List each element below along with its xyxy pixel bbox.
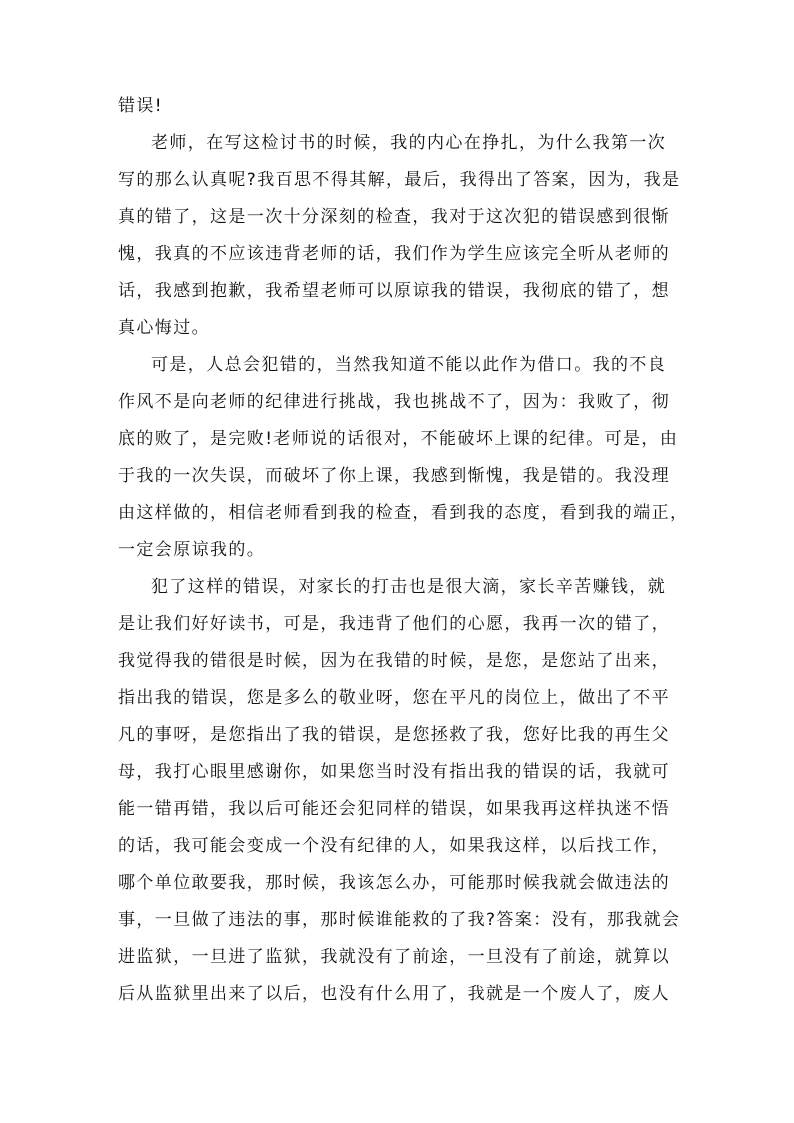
text-line: 哪个单位敢要我，那时候，我该怎么办，可能那时候我就会做违法的 (118, 873, 670, 893)
text-line: 指出我的错误，您是多么的敬业呀，您在平凡的岗位上，做出了不平 (118, 688, 670, 708)
text-line: 的话，我可能会变成一个没有纪律的人，如果我这样，以后找工作， (118, 836, 670, 856)
text-line: 一定会原谅我的。 (118, 540, 266, 560)
document-body (118, 88, 689, 1013)
text-line: 错误! (118, 96, 164, 116)
text-line: 后从监狱里出来了以后，也没有什么用了，我就是一个废人了，废人 (118, 984, 670, 1004)
paragraph-start-line: 犯了这样的错误，对家长的打击也是很大滴，家长辛苦赚钱，就 (151, 577, 667, 597)
text-line: 真的错了，这是一次十分深刻的检查，我对于这次犯的错误感到很惭 (118, 207, 670, 227)
text-line: 母，我打心眼里感谢你，如果您当时没有指出我的错误的话，我就可 (118, 762, 670, 782)
text-line: 能一错再错，我以后可能还会犯同样的错误，如果我再这样执迷不悟 (118, 799, 670, 819)
text-line: 话，我感到抱歉，我希望老师可以原谅我的错误，我彻底的错了，想 (118, 281, 670, 301)
text-line: 作风不是向老师的纪律进行挑战，我也挑战不了，因为：我败了，彻 (118, 392, 670, 412)
text-line: 凡的事呀，是您指出了我的错误，是您拯救了我，您好比我的再生父 (118, 725, 670, 745)
paragraph-start-line: 可是，人总会犯错的，当然我知道不能以此作为借口。我的不良 (151, 355, 667, 375)
text-line: 由这样做的，相信老师看到我的检查，看到我的态度，看到我的端正， (118, 503, 689, 523)
text-line: 愧，我真的不应该违背老师的话，我们作为学生应该完全听从老师的 (118, 244, 670, 264)
text-line: 我觉得我的错很是时候，因为在我错的时候，是您，是您站了出来， (118, 651, 670, 671)
text-line: 事，一旦做了违法的事，那时候谁能救的了我?答案：没有，那我就会 (118, 910, 681, 930)
text-line: 于我的一次失误，而破坏了你上课，我感到惭愧，我是错的。我没理 (118, 466, 670, 486)
text-line: 写的那么认真呢?我百思不得其解，最后，我得出了答案，因为，我是 (118, 170, 681, 190)
text-line: 底的败了，是完败!老师说的话很对，不能破坏上课的纪律。可是，由 (118, 429, 679, 449)
paragraph-start-line: 老师，在写这检讨书的时候，我的内心在挣扎，为什么我第一次 (151, 133, 667, 153)
text-line: 进监狱，一旦进了监狱，我就没有了前途，一旦没有了前途，就算以 (118, 947, 670, 967)
text-line: 是让我们好好读书，可是，我违背了他们的心愿，我再一次的错了， (118, 614, 670, 634)
text-line: 真心悔过。 (118, 318, 210, 338)
